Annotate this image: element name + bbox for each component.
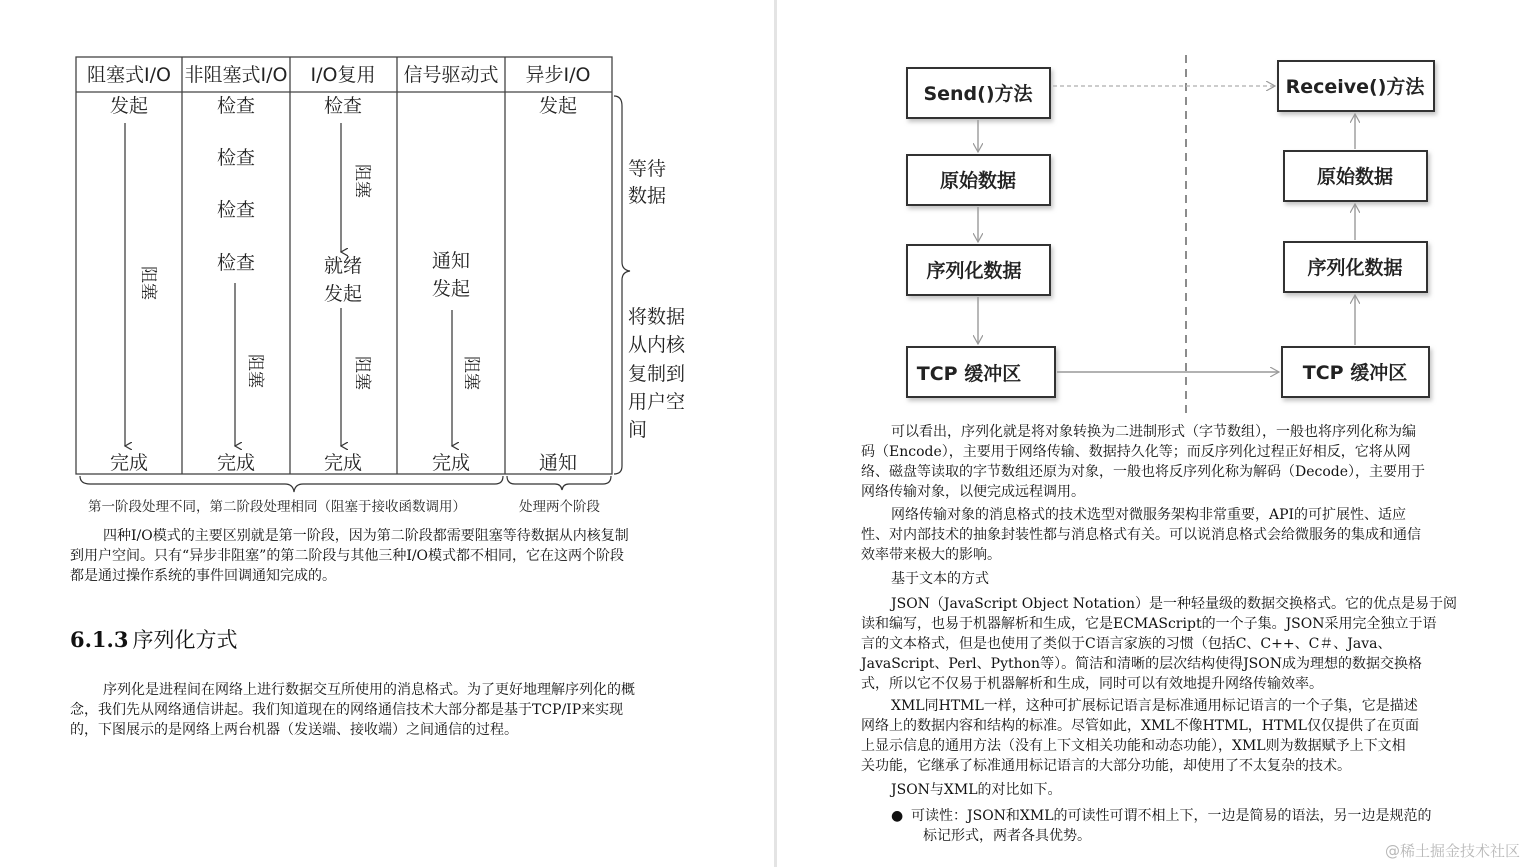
col3-block-top-label: 阻塞 xyxy=(352,164,372,198)
text-line: JavaScript、Perl、Python等）。简洁和清晰的层次结构使得JSON成为理想的数据交换格 xyxy=(861,656,1422,672)
note-brace-left xyxy=(80,476,503,492)
receive-method-label: Receive()方法 xyxy=(1285,76,1425,98)
col2-check-3: 检查 xyxy=(216,199,256,221)
serialization-flow-figure xyxy=(777,0,1538,424)
header-nonblocking: 非阻塞式I/O xyxy=(184,64,288,86)
text-line: 基于文本的方式 xyxy=(891,571,989,587)
paragraph-comparison-intro xyxy=(891,780,1062,800)
col1-start: 发起 xyxy=(109,95,149,117)
receiver-tcp-buffer-label: TCP 缓冲区 xyxy=(1302,362,1408,384)
bullet-symbol: ● xyxy=(891,808,904,824)
paragraph-message-format xyxy=(861,505,1477,565)
col2-end: 完成 xyxy=(216,452,256,474)
col2-check-2: 检查 xyxy=(216,147,256,169)
text-line: 码（Encode），主要用于网络传输、数据持久化等；而反序列化过程正好相反，它将从网 xyxy=(861,444,1411,460)
text-line: 读和编写，也易于机器解析和生成，它是ECMAScript的一个子集。JSON采用完全独立于语 xyxy=(861,616,1437,632)
col4-end: 完成 xyxy=(431,452,471,474)
paragraph-serialization-intro xyxy=(70,680,682,740)
phase-wait-line1: 等待 xyxy=(628,158,667,180)
paragraph-text-based xyxy=(891,569,989,589)
text-line: 到用户空间。只有“异步非阻塞”的第二阶段与其他三种I/O模式都不相同，它在这两个阶段 xyxy=(70,548,625,564)
col5-end: 通知 xyxy=(538,452,578,474)
text-line: 都是通过操作系统的事件回调通知完成的。 xyxy=(70,568,336,584)
paragraph-xml xyxy=(861,696,1477,776)
col3-block-label: 阻塞 xyxy=(352,356,372,390)
header-async: 异步I/O xyxy=(525,64,591,86)
col3-check: 检查 xyxy=(323,95,363,117)
col4-start: 发起 xyxy=(431,278,471,300)
header-signal-driven: 信号驱动式 xyxy=(403,64,499,86)
text-line: 关功能，它继承了标准通用标记语言的大部分功能，却使用了不太复杂的技术。 xyxy=(861,758,1351,774)
send-method-label: Send()方法 xyxy=(923,83,1033,105)
phase-brace xyxy=(614,96,630,474)
text-line: 网络传输对象，以便完成远程调用。 xyxy=(861,484,1085,500)
text-line: 四种I/O模式的主要区别就是第一阶段，因为第二阶段都需要阻塞等待数据从内核复制 xyxy=(103,528,629,544)
sender-serialized-label: 序列化数据 xyxy=(926,260,1022,282)
phase-wait-line2: 数据 xyxy=(628,185,667,207)
text-line: 的，下图展示的是网络上两台机器（发送端、接收端）之间通信的过程。 xyxy=(70,722,518,738)
text-line: XML同HTML一样，这种可扩展标记语言是标准通用标记语言的一个子集，它是描述 xyxy=(891,698,1418,714)
io-model-figure xyxy=(0,0,774,529)
text-line: 网络上的数据内容和结构的标准。尽管如此，XML不像HTML，HTML仅仅提供了在页面 xyxy=(861,718,1419,734)
text-line: 可读性：JSON和XML的可读性可谓不相上下，一边是简易的语法，另一边是规范的 xyxy=(911,808,1432,824)
section-number: 6.1.3 xyxy=(70,627,129,652)
text-line: JSON（JavaScript Object Notation）是一种轻量级的数据交换格式。它的优点是易于阅 xyxy=(891,596,1457,612)
col2-block-label: 阻塞 xyxy=(245,354,265,388)
paragraph-io-summary xyxy=(70,526,676,586)
phase-copy-line3: 复制到 xyxy=(628,363,686,385)
text-line: 可以看出，序列化就是将对象转换为二进制形式（字节数组），一般也将序列化称为编 xyxy=(891,424,1416,440)
text-line: JSON与XML的对比如下。 xyxy=(891,782,1062,798)
text-line: 效率带来极大的影响。 xyxy=(861,547,1001,563)
col3-start: 发起 xyxy=(323,283,363,305)
watermark-text: @稀土掘金技术社区 xyxy=(1384,842,1520,860)
text-line: 性、对内部技术的抽象封装性都与消息格式有关。可以说消息格式会给微服务的集成和通信 xyxy=(861,527,1421,543)
phase-copy-line1: 将数据 xyxy=(628,306,686,328)
text-line: 网络传输对象的消息格式的技术选型对微服务架构非常重要，API的可扩展性、适应 xyxy=(891,507,1407,523)
col3-end: 完成 xyxy=(323,452,363,474)
note-left: 第一阶段处理不同，第二阶段处理相同（阻塞于接收函数调用） xyxy=(88,499,466,515)
header-blocking: 阻塞式I/O xyxy=(87,64,171,86)
text-line: 序列化是进程间在网络上进行数据交互所使用的消息格式。为了更好地理解序列化的概 xyxy=(103,682,635,698)
text-line: 言的文本格式，但是也使用了类似于C语言家族的习惯（包括C、C++、C＃、Java、 xyxy=(861,636,1392,652)
sender-tcp-buffer-label: TCP 缓冲区 xyxy=(916,363,1022,385)
col4-block-label: 阻塞 xyxy=(461,356,481,390)
col4-notify: 通知 xyxy=(431,250,471,272)
phase-copy-line4: 用户空 xyxy=(628,391,686,413)
phase-copy-line5: 间 xyxy=(628,419,648,441)
col1-end: 完成 xyxy=(109,452,149,474)
text-line: 上显示信息的通用方法（没有上下文相关功能和动态功能），XML则为数据赋予上下文相 xyxy=(861,738,1406,754)
paragraph-json xyxy=(861,594,1477,694)
col2-check-1: 检查 xyxy=(216,95,256,117)
note-brace-right xyxy=(507,476,611,490)
text-line: 式，所以它不仅易于机器解析和生成，同时可以有效地提升网络传输效率。 xyxy=(861,676,1323,692)
text-line: 标记形式，两者各具优势。 xyxy=(923,828,1091,844)
text-line: 络、磁盘等读取的字节数组还原为对象，一般也将反序列化称为解码（Decode），主要用于 xyxy=(861,464,1426,480)
header-multiplexing: I/O复用 xyxy=(310,64,376,86)
receiver-raw-data-label: 原始数据 xyxy=(1316,166,1394,188)
receiver-serialized-label: 序列化数据 xyxy=(1307,257,1403,279)
sender-raw-data-label: 原始数据 xyxy=(939,170,1017,192)
col5-start: 发起 xyxy=(538,95,578,117)
col1-block-label: 阻塞 xyxy=(138,266,158,300)
col3-ready: 就绪 xyxy=(323,255,363,277)
section-heading xyxy=(70,624,237,654)
phase-copy-line2: 从内核 xyxy=(628,334,686,356)
text-line: 念，我们先从网络通信讲起。我们知道现在的网络通信技术大部分都是基于TCP/IP来实现 xyxy=(70,702,624,718)
note-right: 处理两个阶段 xyxy=(519,499,600,515)
section-title: 序列化方式 xyxy=(132,628,238,652)
paragraph-serialization-definition xyxy=(861,422,1477,502)
right-page xyxy=(777,0,1538,867)
col2-check-4: 检查 xyxy=(216,252,256,274)
